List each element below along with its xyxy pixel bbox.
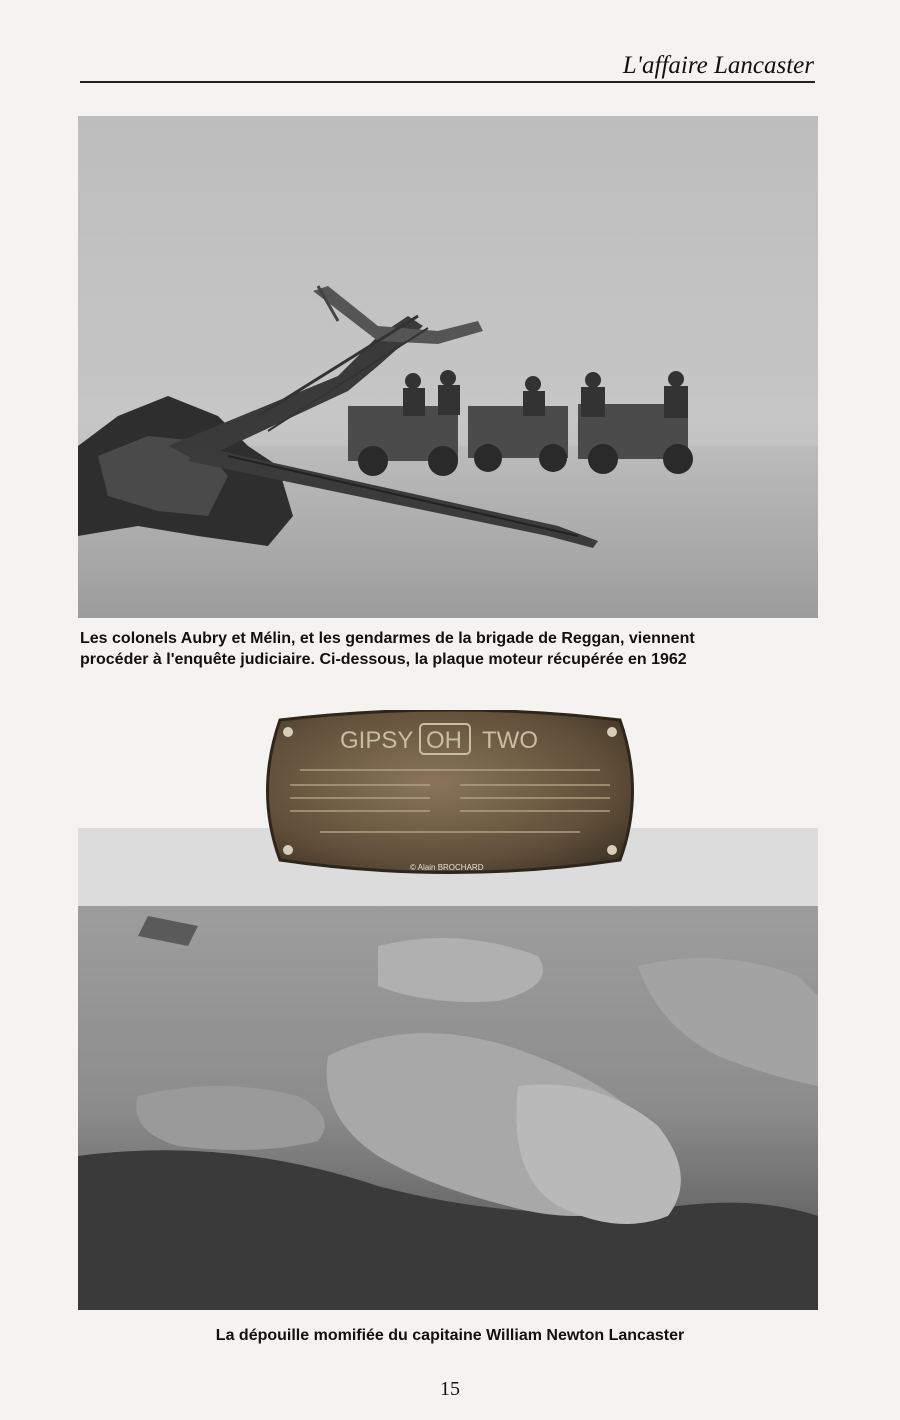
header-rule: [80, 81, 815, 83]
wreck-photo: [78, 116, 818, 618]
caption-line-1: Les colonels Aubry et Mélin, et les gendarmes de la brigade de Reggan, viennent: [80, 630, 695, 647]
plate-brand-right: TWO: [482, 727, 538, 754]
top-photo-caption: [80, 628, 820, 670]
plate-brand-left: GIPSY: [340, 727, 414, 754]
plate-brand-mid: OH: [426, 727, 462, 754]
running-header-title: L'affaire Lancaster: [622, 52, 814, 79]
bottom-photo-caption: La dépouille momifiée du capitaine William Newton Lancaster: [215, 1327, 685, 1344]
engine-plate-photo: [260, 710, 640, 875]
mummified-remains-photo: [78, 906, 818, 1310]
plate-credit: © Alain BROCHARD: [410, 863, 484, 872]
page-number: 15: [440, 1378, 460, 1400]
caption-line-2: procéder à l'enquête judiciaire. Ci-dessous, la plaque moteur récupérée en 1962: [80, 651, 687, 668]
